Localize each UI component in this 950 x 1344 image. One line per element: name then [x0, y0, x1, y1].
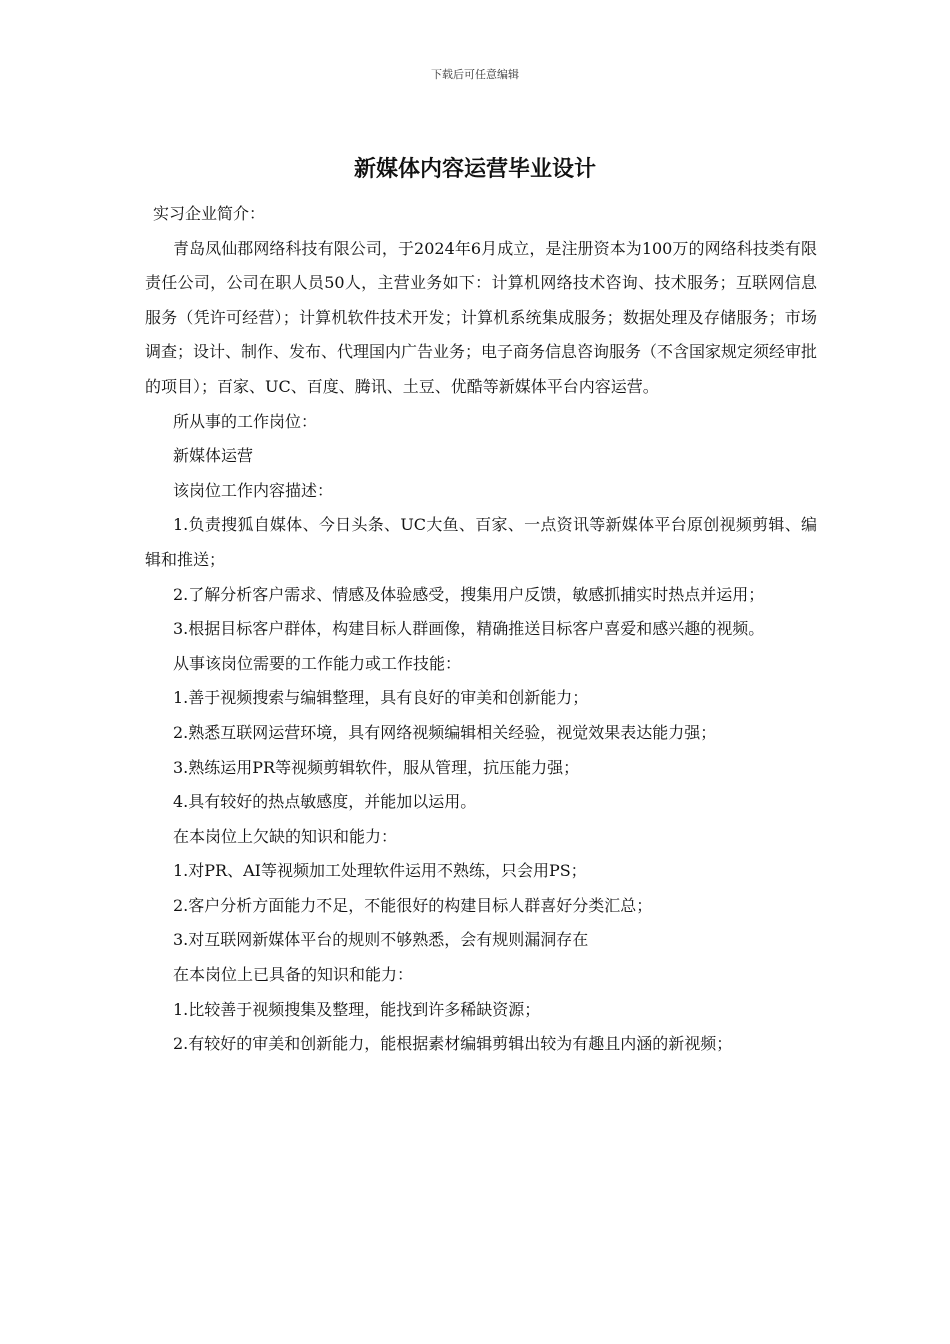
- section-heading-lacking-skills: 在本岗位上欠缺的知识和能力：: [173, 826, 398, 846]
- list-item: 2.客户分析方面能力不足，不能很好的构建目标人群喜好分类汇总；: [173, 895, 653, 915]
- list-item: 1.善于视频搜索与编辑整理，具有良好的审美和创新能力；: [173, 688, 589, 708]
- list-item: 2.有较好的审美和创新能力，能根据素材编辑剪辑出较为有趣且内涵的新视频；: [173, 1034, 733, 1054]
- section-heading-position: 所从事的工作岗位：: [173, 411, 318, 431]
- paragraph-company-intro: 青岛凤仙郡网络科技有限公司，于2024年6月成立，是注册资本为100万的网络科技类有限责任公司，公司在职人员50人，主营业务如下：计算机网络技术咨询、技术服务；互联网信息服务（凭许可经营）；计算机软件技术开发；计算机系统集成服务；数据处理及存储服务；市场调查；设计、制作、发布、代理国内广告业务；电子商务信息咨询服务（不含国家规定须经审批的项目）；百家、UC、百度、腾讯、土豆、优酷等新媒体平台内容运营。: [145, 238, 818, 396]
- list-item: 1.比较善于视频搜集及整理，能找到许多稀缺资源；: [173, 999, 541, 1019]
- document-title: 新媒体内容运营毕业设计: [353, 156, 596, 182]
- list-item: 2.了解分析客户需求、情感及体验感受，搜集用户反馈，敏感抓捕实时热点并运用；: [173, 584, 765, 604]
- section-heading-job-description: 该岗位工作内容描述：: [173, 480, 334, 500]
- list-item: 3.对互联网新媒体平台的规则不够熟悉，会有规则漏洞存在: [173, 930, 589, 950]
- list-item: 2.熟悉互联网运营环境，具有网络视频编辑相关经验，视觉效果表达能力强；: [173, 722, 717, 742]
- section-heading-required-skills: 从事该岗位需要的工作能力或工作技能：: [173, 653, 462, 673]
- list-item: 3.根据目标客户群体，构建目标人群画像，精确推送目标客户喜爱和感兴趣的视频。: [173, 619, 765, 639]
- paragraph-position-name: 新媒体运营: [173, 446, 254, 466]
- list-item: 4.具有较好的热点敏感度，并能加以运用。: [173, 792, 477, 812]
- section-heading-existing-skills: 在本岗位上已具备的知识和能力：: [173, 965, 414, 985]
- document-body: [145, 197, 817, 1062]
- header-note: 下载后可任意编辑: [431, 68, 519, 81]
- list-item: 1.对PR、AI等视频加工处理软件运用不熟练，只会用PS；: [173, 861, 587, 881]
- section-heading-company-intro: 实习企业简介：: [153, 204, 266, 223]
- list-item: 3.熟练运用PR等视频剪辑软件，服从管理，抗压能力强；: [173, 757, 580, 777]
- list-item: 1.负责搜狐自媒体、今日头条、UC大鱼、百家、一点资讯等新媒体平台原创视频剪辑、编辑和推送；: [145, 515, 817, 569]
